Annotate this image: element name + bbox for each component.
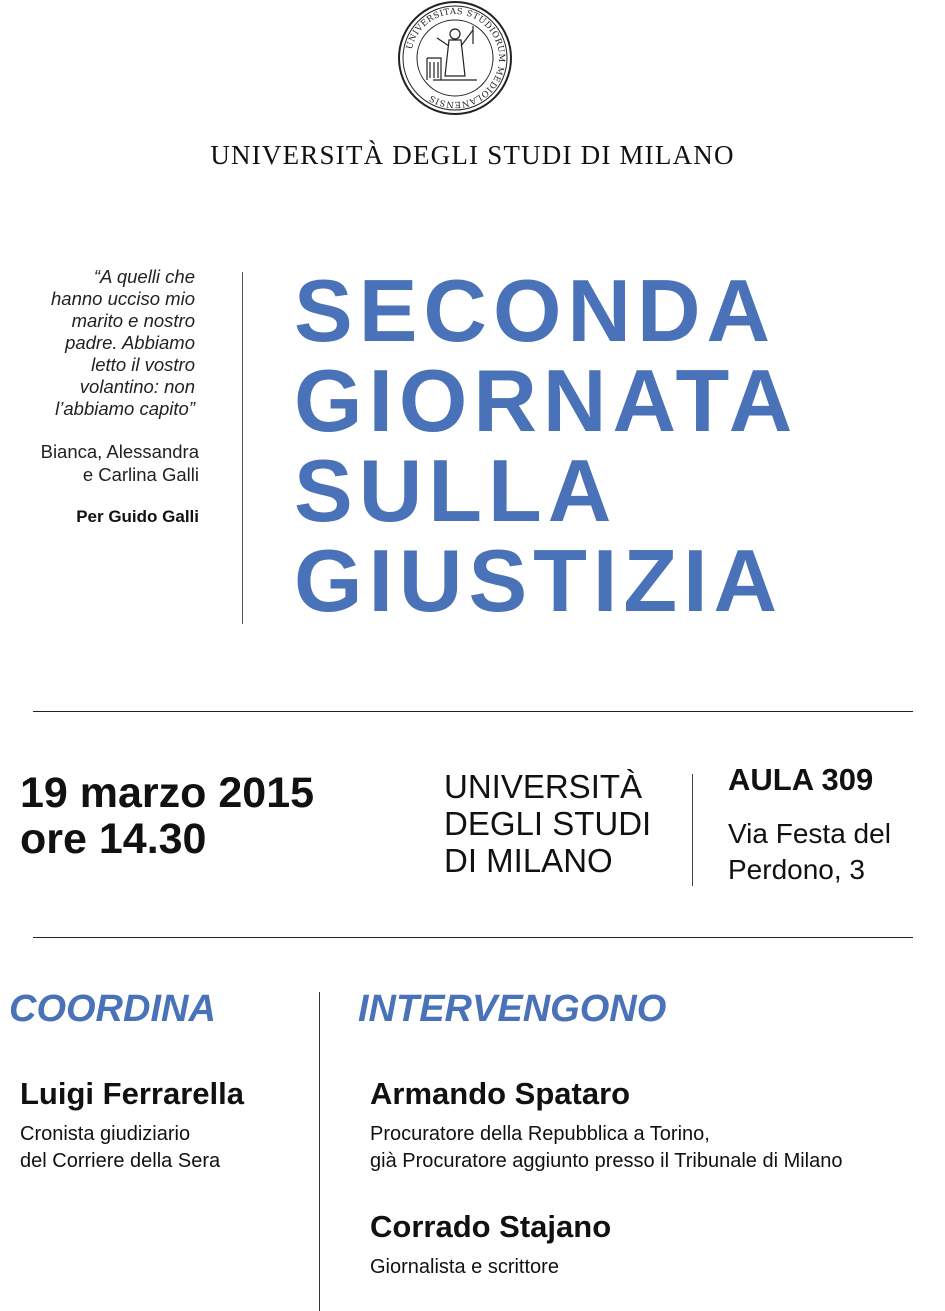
event-time: ore 14.30 <box>20 815 207 863</box>
event-title <box>294 261 799 630</box>
svg-text:UNIVERSITAS STUDIORUM MEDIOLAN: UNIVERSITAS STUDIORUM MEDIOLANENSIS <box>404 6 507 110</box>
quote-attribution <box>0 440 199 486</box>
vertical-divider <box>319 992 320 1311</box>
attribution-line: Bianca, Alessandra <box>40 441 199 462</box>
quote-line: padre. Abbiamo <box>65 332 195 353</box>
event-date-time <box>20 770 314 862</box>
quote-line: volantino: non <box>79 376 195 397</box>
title-line: SULLA <box>294 441 618 540</box>
intervengono-heading: INTERVENGONO <box>358 988 667 1030</box>
role-line: Giornalista e scrittore <box>370 1256 559 1278</box>
role-line: Cronista giudiziario <box>20 1123 191 1145</box>
moderator-role <box>20 1121 220 1175</box>
vertical-divider <box>692 774 693 886</box>
event-venue <box>444 768 651 879</box>
title-line: GIUSTIZIA <box>294 531 784 630</box>
quote-line: l’abbiamo capito” <box>55 398 195 419</box>
role-line: Procuratore della Repubblica a Torino, <box>370 1123 710 1145</box>
venue-line: DI MILANO <box>444 842 613 879</box>
role-line: già Procuratore aggiunto presso il Tribunale di Milano <box>370 1150 843 1172</box>
speaker-role <box>370 1121 843 1175</box>
university-name-header: UNIVERSITÀ DEGLI STUDI DI MILANO <box>210 140 735 170</box>
address-line: Via Festa del <box>728 818 891 849</box>
vertical-divider <box>242 272 243 624</box>
event-address <box>728 816 891 888</box>
coordina-heading: COORDINA <box>9 988 216 1030</box>
quote-line: “A quelli che <box>93 266 195 287</box>
event-room: AULA 309 <box>728 762 874 797</box>
horizontal-divider <box>33 711 913 712</box>
moderator-name: Luigi Ferrarella <box>20 1076 244 1111</box>
speaker-name: Armando Spataro <box>370 1076 631 1111</box>
dedication-text: Per Guido Galli <box>76 507 199 526</box>
speaker-role <box>370 1254 559 1281</box>
quote-line: hanno ucciso mio <box>51 288 195 309</box>
quote-line: letto il vostro <box>91 354 195 375</box>
venue-line: UNIVERSITÀ <box>444 768 643 805</box>
role-line: del Corriere della Sera <box>20 1150 221 1172</box>
speaker-name: Corrado Stajano <box>370 1209 612 1244</box>
attribution-line: e Carlina Galli <box>82 464 199 485</box>
title-line: SECONDA <box>294 261 777 360</box>
address-line: Perdono, 3 <box>728 854 865 885</box>
event-date: 19 marzo 2015 <box>20 769 315 817</box>
title-line: GIORNATA <box>294 351 799 450</box>
venue-line: DEGLI STUDI <box>444 805 652 842</box>
quote-line: marito e nostro <box>71 310 195 331</box>
university-seal-logo <box>397 0 513 116</box>
quote-text <box>0 266 195 420</box>
horizontal-divider <box>33 937 913 938</box>
